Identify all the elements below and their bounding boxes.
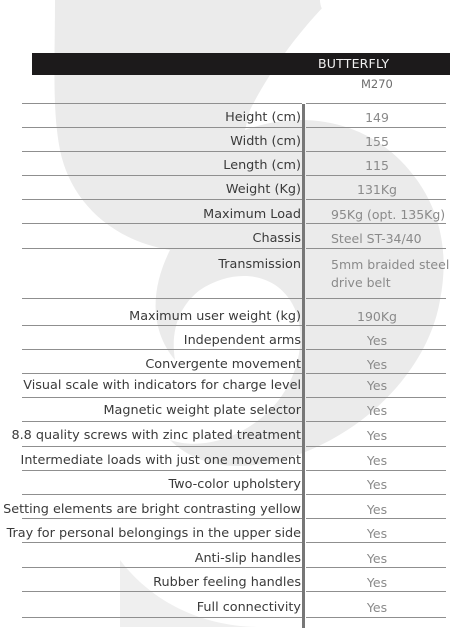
spec-value: 131Kg (357, 182, 397, 197)
table-rule (306, 175, 446, 176)
table-rule (306, 373, 446, 374)
spec-label: Chassis (252, 231, 301, 246)
spec-label: Length (cm) (223, 158, 301, 173)
spec-value: Yes (366, 575, 388, 590)
table-rule (22, 397, 302, 398)
spec-label: Height (cm) (225, 110, 301, 125)
table-rule (306, 151, 446, 152)
spec-value: Yes (366, 551, 388, 566)
spec-value: 115 (365, 158, 389, 173)
column-divider (302, 104, 305, 628)
spec-value: 95Kg (opt. 135Kg) (331, 207, 446, 222)
table-rule (22, 567, 302, 568)
spec-value: Yes (366, 428, 388, 443)
spec-label: Maximum Load (203, 207, 301, 222)
spec-value: 190Kg (357, 309, 397, 324)
spec-value: Yes (366, 526, 388, 541)
spec-value: Yes (366, 502, 388, 517)
spec-label: Magnetic weight plate selector (103, 403, 301, 418)
table-rule (22, 518, 302, 519)
spec-value: 5mm braided steel drive belt (331, 257, 450, 290)
table-rule (306, 567, 446, 568)
spec-label: Visual scale with indicators for charge level (23, 378, 301, 393)
table-rule (22, 542, 302, 543)
table-rule (22, 127, 302, 128)
spec-label: Rubber feeling handles (153, 575, 301, 590)
spec-value: Yes (366, 453, 388, 468)
table-rule (22, 446, 302, 447)
table-rule (306, 494, 446, 495)
spec-label: 8.8 quality screws with zinc plated treatment (11, 428, 301, 443)
table-rule (22, 373, 302, 374)
spec-label: Tray for personal belongings in the upper side (6, 526, 301, 541)
table-rule (22, 248, 302, 249)
table-rule (306, 446, 446, 447)
spec-value: Steel ST-34/40 (331, 231, 422, 246)
table-rule (306, 542, 446, 543)
spec-label: Two-color upholstery (168, 477, 301, 492)
table-rule (306, 470, 446, 471)
spec-label: Anti-slip handles (194, 551, 301, 566)
table-rule (306, 223, 446, 224)
spec-value: Yes (366, 378, 388, 393)
table-rule (306, 421, 446, 422)
table-rule (306, 349, 446, 350)
table-rule (22, 349, 302, 350)
table-rule (22, 103, 302, 104)
spec-value: Yes (366, 477, 388, 492)
spec-label: Intermediate loads with just one movement (20, 453, 301, 468)
table-rule (306, 103, 446, 104)
table-rule (22, 298, 302, 299)
table-rule (22, 325, 302, 326)
table-rule (306, 325, 446, 326)
model-name: M270 (361, 77, 393, 91)
table-rule (306, 397, 446, 398)
spec-label: Weight (Kg) (225, 182, 301, 197)
spec-label: Full connectivity (196, 600, 301, 615)
table-rule (22, 470, 302, 471)
table-rule (306, 298, 446, 299)
spec-value: 155 (365, 134, 389, 149)
table-rule (22, 175, 302, 176)
spec-value: Yes (366, 333, 388, 348)
table-rule (306, 248, 446, 249)
table-rule (22, 151, 302, 152)
spec-label: Independent arms (183, 333, 301, 348)
spec-label: Transmission (218, 257, 301, 272)
spec-label: Maximum user weight (kg) (129, 309, 301, 324)
table-rule (306, 127, 446, 128)
table-rule (306, 518, 446, 519)
table-rule (306, 617, 446, 618)
table-rule (22, 421, 302, 422)
spec-label: Width (cm) (230, 134, 301, 149)
table-rule (22, 617, 302, 618)
spec-value: Yes (366, 403, 388, 418)
spec-value: Yes (366, 357, 388, 372)
brand-name: BUTTERFLY (318, 56, 390, 71)
table-rule (306, 199, 446, 200)
table-rule (22, 199, 302, 200)
spec-value: Yes (366, 600, 388, 615)
spec-value: 149 (365, 110, 389, 125)
spec-label: Setting elements are bright contrasting yellow (3, 502, 301, 517)
table-rule (22, 494, 302, 495)
table-rule (22, 591, 302, 592)
table-rule (306, 591, 446, 592)
spec-label: Convergente movement (145, 357, 301, 372)
table-rule (22, 223, 302, 224)
